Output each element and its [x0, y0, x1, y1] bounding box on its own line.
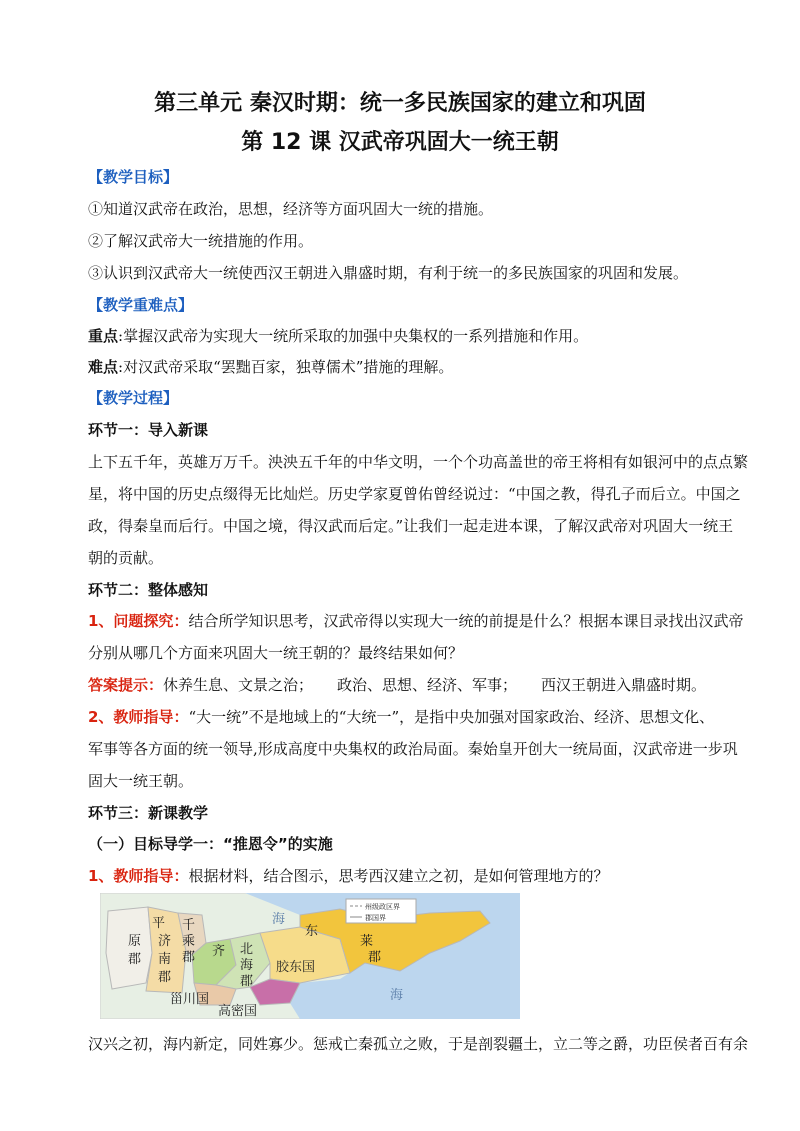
difficult-point-text: :对汉武帝采取“罢黜百家，独尊儒术”措施的理解。: [118, 358, 454, 376]
label-sea-1: 海: [272, 912, 286, 927]
key-point: [88, 326, 728, 346]
legend-commandery-label: 郡国界: [365, 914, 386, 922]
step1-line-4: 朝的贡献。: [88, 549, 164, 567]
teacher-label: 2、教师指导：: [88, 708, 189, 726]
answer-b: 政治、思想、经济、军事；: [337, 676, 518, 694]
label-donglai-1: 东: [305, 924, 319, 939]
key-point-text: :掌握汉武帝为实现大一统所采取的加强中央集权的一系列措施和作用。: [118, 327, 589, 345]
label-beihai-1: 北: [240, 942, 254, 957]
label-qiansheng-1: 千: [182, 918, 196, 933]
teacher-guide-2: [88, 866, 728, 886]
objective-1-title: （一）目标导学一：“推恩令”的实施: [88, 835, 333, 853]
goal-item-3: ③认识到汉武帝大一统使西汉王朝进入鼎盛时期，有利于统一的多民族国家的巩固和发展。: [88, 264, 689, 282]
label-donglai-2: 莱: [360, 934, 374, 949]
legend-state-label: 州级政区界: [365, 903, 400, 911]
step2-title: 环节二：整体感知: [88, 581, 209, 599]
question-line-2: 分别从哪几个方面来巩固大一统王朝的？最终结果如何？: [88, 644, 464, 662]
unit-title: 第三单元 秦汉时期：统一多民族国家的建立和巩固: [154, 91, 646, 116]
key-point-label: 重点: [88, 327, 119, 345]
label-jiaodong: 胶东国: [276, 960, 316, 975]
label-qiansheng-2: 乘: [182, 934, 196, 949]
step1-title: 环节一：导入新课: [88, 421, 209, 439]
lesson-title: 第 12 课 汉武帝巩固大一统王朝: [241, 130, 559, 155]
question-label: 1、问题探究：: [88, 612, 189, 630]
label-jinan-2: 南: [158, 952, 172, 967]
teacher-line-2: 军事等各方面的统一领导,形成高度中央集权的政治局面。秦始皇开创大一统局面，汉武帝进一步巩: [88, 740, 738, 758]
teacher-text-2: 根据材料，结合图示，思考西汉建立之初，是如何管理地方的？: [188, 867, 609, 885]
label-jinan-3: 郡: [158, 970, 172, 985]
answer-hint: [88, 675, 728, 695]
teacher-text-1: “大一统”不是地域上的“大统一”，是指中央加强对国家政治、经济、思想文化、: [188, 708, 715, 726]
quote-line: 汉兴之初，海内新定，同姓寡少。惩戒亡秦孤立之败，于是剖裂疆土，立二等之爵，功臣侯者百有余: [88, 1035, 749, 1053]
label-pingyuan-3: 郡: [128, 952, 142, 967]
difficult-point: [88, 357, 728, 377]
question-text-1: 结合所学知识思考，汉武帝得以实现大一统的前提是什么？根据本课目录找出汉武帝: [188, 612, 744, 630]
label-pingyuan-2: 原: [128, 934, 142, 949]
keypoints-heading: 【教学重难点】: [88, 296, 194, 314]
label-qiansheng-3: 郡: [182, 950, 196, 965]
goals-heading: 【教学目标】: [88, 168, 179, 186]
teacher-line-3: 固大一统王朝。: [88, 772, 194, 790]
label-beihai-2: 海: [240, 958, 254, 973]
label-zichuan: 甾川国: [170, 992, 210, 1007]
answer-c: 西汉王朝进入鼎盛时期。: [541, 676, 707, 694]
goal-item-2: ②了解汉武帝大一统措施的作用。: [88, 232, 314, 250]
western-han-map: [100, 893, 520, 1019]
step1-line-1: 上下五千年，英雄万万千。泱泱五千年的中华文明，一个个功高盖世的帝王将相有如银河中的点点繁: [88, 453, 749, 471]
step1-line-2: 星，将中国的历史点缀得无比灿烂。历史学家夏曾佑曾经说过：“中国之教，得孔子而后立。中国之: [88, 485, 741, 503]
teacher-label-2: 1、教师指导：: [88, 867, 189, 885]
question-line-1: [88, 611, 744, 631]
label-sea-2: 海: [390, 988, 404, 1003]
teacher-line-1: [88, 707, 728, 727]
label-gaomi: 高密国: [218, 1004, 258, 1019]
label-pingyuan-1: 平: [152, 916, 166, 931]
step1-line-3: 政，得秦皇而后行。中国之境，得汉武而后定。”让我们一起走进本课，了解汉武帝对巩固大一统王: [88, 517, 734, 535]
difficult-point-label: 难点: [88, 358, 119, 376]
step3-title: 环节三：新课教学: [88, 804, 209, 822]
answer-a: 休养生息、文景之治；: [163, 676, 314, 694]
label-donglai-3: 郡: [368, 950, 382, 965]
goal-item-1: ①知道汉武帝在政治，思想，经济等方面巩固大一统的措施。: [88, 200, 494, 218]
label-beihai-3: 郡: [240, 974, 254, 989]
process-heading: 【教学过程】: [88, 389, 179, 407]
answer-label: 答案提示：: [88, 676, 164, 694]
label-qi: 齐: [212, 944, 226, 959]
label-jinan-1: 济: [158, 934, 172, 949]
